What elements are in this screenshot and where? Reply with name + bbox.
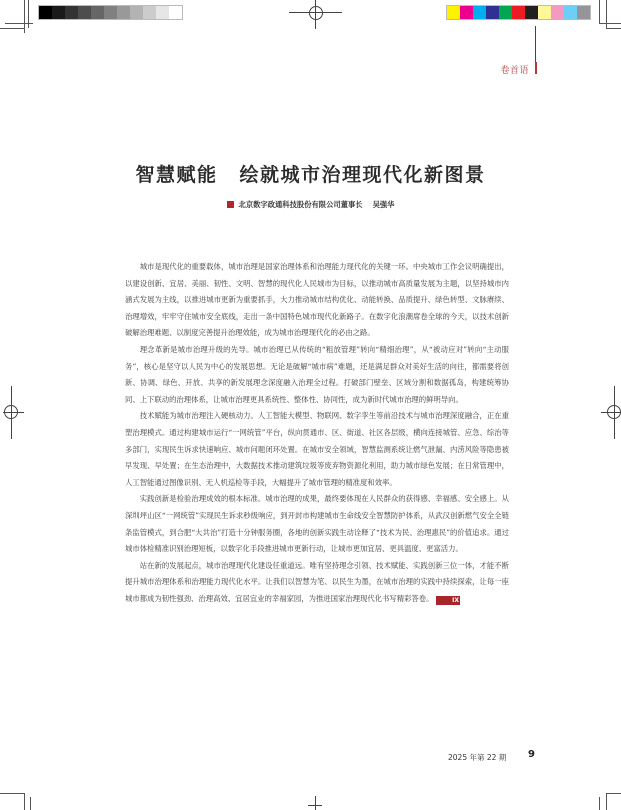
registration-mark-bottom-v xyxy=(315,796,316,810)
registration-mark-bottom-h xyxy=(308,805,322,806)
byline xyxy=(0,200,621,210)
process-color-swatch xyxy=(525,6,538,19)
process-color-swatch xyxy=(486,6,499,19)
paragraph-4: 实践创新是检验治理成效的根本标准。城市治理的成果，最终要体现在人民群众的获得感、幸福感、安全感上。从深圳坪山区“一网统管”实现民生诉求秒级响应，到开封市构建城市生命线安全智慧防护体系，从武汉创新燃气安全全链条监管模式，到合肥“大共治”打造十分钟服务圈，各地的创新实践生动诠释了“技术为民、治理惠民”的价值追求。通过城市体检精准识别治理短板，以数字化手段推进城市更新行动，让城市更加宜居、更具温度、更富活力。 xyxy=(125,494,509,554)
crop-mark-top-right-h xyxy=(606,28,621,29)
registration-mark-top-icon xyxy=(309,6,323,20)
section-tag: 卷首语 xyxy=(500,66,529,76)
paragraph-2: 理念革新是城市治理升级的先导。城市治理已从传统的“粗放管理”转向“精细治理”，从“被动应对”转向“主动服务”，核心是坚守以人民为中心的发展思想。无论是破解“城市病”难题，还是满足群众对美好生活的向往，都需要将创新、协调、绿色、开放、共享的新发展理念深度融入治理全过程。打破部门壁垒、区域分割和数据孤岛，构建统筹协同、上下联动的治理体系，让城市治理更具系统性、整体性、协同性，成为新时代城市治理的鲜明导向。 xyxy=(125,344,509,404)
page-number: 9 xyxy=(528,749,535,760)
grayscale-swatch xyxy=(52,6,65,19)
crop-mark-bottom-right-h xyxy=(606,793,621,794)
process-color-swatch xyxy=(577,6,590,19)
registration-mark-right-icon xyxy=(607,405,621,419)
process-color-swatch xyxy=(499,6,512,19)
grayscale-swatch xyxy=(78,6,91,19)
grayscale-swatch xyxy=(104,6,117,19)
crop-mark-bottom-left-v2 xyxy=(30,797,31,810)
process-color-swatch xyxy=(473,6,486,19)
process-color-swatch xyxy=(551,6,564,19)
grayscale-swatch xyxy=(143,6,156,19)
crop-mark-top-left-v2 xyxy=(28,0,29,28)
section-tag-accent-bar xyxy=(535,62,537,74)
process-color-swatch xyxy=(447,6,460,19)
crop-mark-top-left-v xyxy=(24,0,25,33)
crop-mark-bottom-right-v xyxy=(599,797,600,810)
process-color-bar xyxy=(446,5,591,20)
grayscale-swatch xyxy=(156,6,169,19)
end-mark-icon: IX xyxy=(436,596,460,605)
issue-label: 2025 年第 22 期 xyxy=(448,753,507,762)
grayscale-swatch xyxy=(39,6,52,19)
article-title-part2: 绘就城市治理现代化新图景 xyxy=(239,164,486,186)
registration-mark-left-icon xyxy=(4,405,18,419)
process-color-swatch xyxy=(460,6,473,19)
byline-name: 吴强华 xyxy=(372,200,395,209)
article-title xyxy=(0,160,621,187)
process-color-swatch xyxy=(564,6,577,19)
article-body xyxy=(125,259,509,607)
grayscale-color-bar xyxy=(38,5,183,20)
article-title-part1: 智慧赋能 xyxy=(135,164,218,186)
section-tag-leader-line xyxy=(535,26,536,62)
byline-square-icon xyxy=(227,201,234,208)
paragraph-1: 城市是现代化的重要载体，城市治理是国家治理体系和治理能力现代化的关键一环。中央城市工作会议明确提出，以建设创新、宜居、美丽、韧性、文明、智慧的现代化人民城市为目标，以推动城市高质量发展为主题，以坚持城市内涵式发展为主线，以推进城市更新为重要抓手，大力推动城市结构优化、动能转换、品质提升、绿色转型、文脉赓续、治理增效，牢牢守住城市安全底线，走出一条中国特色城市现代化新路子。在数字化浪潮席卷全球的今天，以技术创新破解治理难题、以制度完善提升治理效能，成为城市治理现代化的必由之路。 xyxy=(125,262,509,338)
process-color-swatch xyxy=(512,6,525,19)
byline-org: 北京数字政通科技股份有限公司董事长 xyxy=(238,200,363,209)
process-color-swatch xyxy=(538,6,551,19)
crop-mark-top-right-h2 xyxy=(599,23,621,24)
grayscale-swatch xyxy=(130,6,143,19)
paragraph-5 xyxy=(125,558,509,608)
crop-mark-top-right-v xyxy=(599,0,600,24)
crop-mark-bottom-right-v2 xyxy=(606,793,607,810)
crop-mark-top-right-v2 xyxy=(606,0,607,29)
grayscale-swatch xyxy=(169,6,182,19)
paragraph-3: 技术赋能为城市治理注入硬核动力。人工智能大模型、物联网、数字孪生等前沿技术与城市治理深度融合，正在重塑治理模式。通过构建城市运行“一网统管”平台，纵向贯通市、区、街道、社区各层级，横向连接城管、应急、综治等多部门，实现民生诉求快速响应、城市问题闭环处置。在城市安全领域，智慧监测系统让燃气泄漏、内涝风险等隐患被早发现、早处置；在生态治理中，大数据技术推动建筑垃圾等废弃物资源化利用，助力城市绿色发展；在日常管理中，人工智能通过图像识别、无人机巡检等手段，大幅提升了城市管理的精准度和效率。 xyxy=(125,411,509,487)
paragraph-5-text: 站在新的发展起点，城市治理现代化建设任重道远。唯有坚持理念引领、技术赋能、实践创新三位一体，才能不断提升城市治理体系和治理能力现代化水平。让我们以智慧为笔、以民生为墨，在城市治理的实践中持续探索，让每一座城市都成为韧性强劲、治理高效、宜居宜业的幸福家园，为推进国家治理现代化书写精彩答卷。 xyxy=(125,560,509,603)
crop-mark-bottom-left-v xyxy=(24,793,25,810)
crop-mark-top-left-h xyxy=(0,28,24,29)
grayscale-swatch xyxy=(117,6,130,19)
crop-mark-bottom-left-h xyxy=(0,793,24,794)
grayscale-swatch xyxy=(65,6,78,19)
grayscale-swatch xyxy=(91,6,104,19)
